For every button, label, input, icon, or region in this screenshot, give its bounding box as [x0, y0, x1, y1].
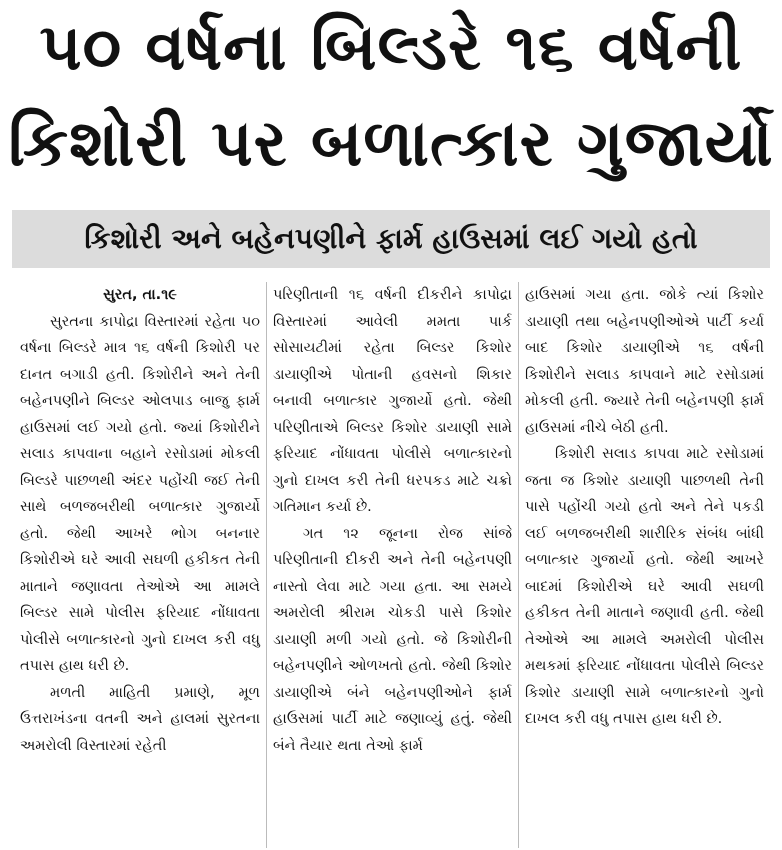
- article-column-3: [518, 282, 770, 848]
- headline-line-1: ૫૦ વર્ષના બિલ્ડરે ૧૬ વર્ષની: [39, 11, 743, 85]
- subheadline-text: કિશોરી અને બહેનપણીને ફાર્મ હાઉસમાં લઈ ગયો હતો: [84, 222, 698, 255]
- article-paragraph: સુરતના કાપોદ્રા વિસ્તારમાં રહેતા ૫૦ વર્ષના બિલ્ડરે માત્ર ૧૬ વર્ષની કિશોરી પર દાનત બગાડી હતી. કિશોરીને અને તેની બહેનપણીને બિલ્ડર ઓલપાડ બાજુ ફાર્મ હાઉસમાં લઈ ગયો હતો. જ્યાં કિશોરીને સલાડ કાપવાના બહાને રસોડામાં મોકલી બિલ્ડરે પાછળથી અંદર પહોંચી જઈ તેની સાથે બળજબરીથી બળાત્કાર ગુજાર્યો હતો. જેથી આખરે ભોગ બનનાર કિશોરીએ ઘરે આવી સઘળી હકીકત તેની માતાને જણાવતા તેઓએ આ મામલે બિલ્ડર સામે પોલીસ ફરિયાદ નોંધાવતા પોલીસે બળાત્કારનો ગુનો દાખલ કરી વધુ તપાસ હાથ ધરી છે.: [20, 313, 260, 674]
- headline: [0, 0, 782, 192]
- article-paragraph: પરિણીતાની ૧૬ વર્ષની દીકરીને કાપોદ્રા વિસ્તારમાં આવેલી મમતા પાર્ક સોસાયટીમાં રહેતા બિલ્ડર કિશોર ડાયાણીએ પોતાની હવસનો શિકાર બનાવી બળાત્કાર ગુજાર્યો હતો. જેથી પરિણીતાએ બિલ્ડર કિશોર ડાયાણી સામે ફરિયાદ નોંધાવતા પોલીસે બળાત્કારનો ગુનો દાખલ કરી તેની ધરપકડ માટે ચક્રો ગતિમાન કર્યા છે.: [273, 287, 512, 515]
- article-paragraph: મળતી માહિતી પ્રમાણે, મૂળ ઉત્તરાખંડના વતની અને હાલમાં સુરતના અમરોલી વિસ્તારમાં રહેતી: [20, 684, 260, 754]
- article-column-2: [266, 282, 518, 848]
- article-paragraph: હાઉસમાં ગયા હતા. જોકે ત્યાં કિશોર ડાયાણી તથા બહેનપણીઓએ પાર્ટી કર્યા બાદ કિશોર ડાયાણીએ ૧૬ વર્ષની કિશોરીને સલાડ કાપવાને માટે રસોડામાં મોકલી હતી. જ્યારે તેની બહેનપણી ફાર્મ હાઉસમાં નીચે બેઠી હતી.: [525, 287, 764, 436]
- article-paragraph: ગત ૧૨ જૂનના રોજ સાંજે પરિણીતાની દીકરી અને તેની બહેનપણી નાસ્તો લેવા માટે ગયા હતા. આ સમયે અમરોલી શ્રીરામ ચોકડી પાસે કિશોર ડાયાણી મળી ગયો હતો. જે કિશોરીની બહેનપણીને ઓળખતો હતો. જેથી કિશોર ડાયાણીએ બંને બહેનપણીઓને ફાર્મ હાઉસમાં પાર્ટી માટે જણાવ્યું હતું. જેથી બંને તૈયાર થતા તેઓ ફાર્મ: [273, 525, 512, 754]
- subheadline-banner: [12, 210, 770, 268]
- article-paragraph: કિશોરી સલાડ કાપવા માટે રસોડામાં જતા જ કિશોર ડાયાણી પાછળથી તેની પાસે પહોંચી ગયો હતો અને તેને પકડી લઈ બળજબરીથી શારીરિક સંબંધ બાંધી બળાત્કાર ગુજાર્યો હતો. જેથી આખરે બાદમાં કિશોરીએ ઘરે આવી સઘળી હકીકત તેની માતાને જણાવી હતી. જેથી તેઓએ આ મામલે અમરોલી પોલીસ મથકમાં ફરિયાદ નોંધાવતા પોલીસે બિલ્ડર કિશોર ડાયાણી સામે બળાત્કારનો ગુનો દાખલ કરી વધુ તપાસ હાથ ધરી છે.: [525, 446, 764, 727]
- headline-line-2: કિશોરી પર બળાત્કાર ગુજાર્યો: [8, 107, 774, 181]
- dateline: સુરત, તા.૧૯: [103, 287, 177, 303]
- article-column-1: [14, 282, 266, 848]
- article-body: [14, 282, 770, 848]
